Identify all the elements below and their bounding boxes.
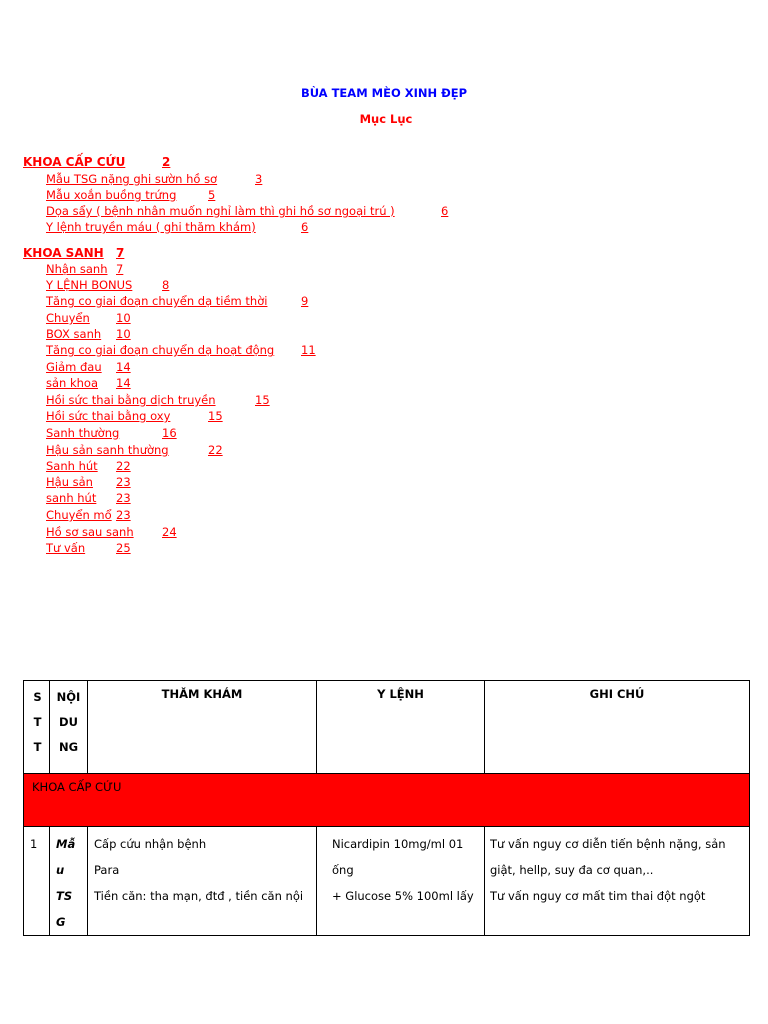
- ghi-chu-line: giật, hellp, suy đa cơ quan,..: [490, 863, 654, 877]
- toc-item[interactable]: sản khoa: [46, 376, 99, 390]
- toc-item-page[interactable]: 15: [255, 393, 270, 407]
- toc-item-page[interactable]: 8: [162, 278, 170, 292]
- toc-item[interactable]: Dọa sẩy ( bệnh nhân muốn nghỉ làm thì ghi hồ sơ ngoại trú ): [46, 204, 395, 218]
- toc-section-page[interactable]: 7: [116, 246, 125, 260]
- ghi-chu-line: Tư vấn nguy cơ mất tim thai đột ngột: [490, 889, 706, 903]
- y-lenh-line: ống: [332, 863, 354, 877]
- toc-item-page[interactable]: 24: [162, 525, 177, 539]
- toc-item[interactable]: Sanh hút: [46, 459, 98, 473]
- toc-item[interactable]: Tư vấn: [46, 541, 86, 555]
- toc-item[interactable]: Hồ sơ sau sanh: [46, 525, 134, 539]
- toc-item-page[interactable]: 6: [301, 220, 309, 234]
- toc-item-page[interactable]: 22: [116, 459, 131, 473]
- header-ghi-chu-label: GHI CHÚ: [589, 687, 645, 701]
- header-noi-dung-part: DU: [59, 715, 78, 729]
- toc-item-page[interactable]: 23: [116, 491, 131, 505]
- toc-item[interactable]: Hồi sức thai bằng dịch truyền: [46, 393, 216, 407]
- toc-item[interactable]: sanh hút: [46, 491, 97, 505]
- row-noi-dung: [50, 827, 88, 936]
- toc-item[interactable]: Tăng co giai đoạn chuyển dạ tiềm thời: [46, 294, 268, 308]
- tham-kham-line: Tiền căn: tha mạn, đtđ , tiền căn nội: [94, 889, 304, 903]
- tham-kham-line: Cấp cứu nhận bệnh: [94, 837, 207, 851]
- toc-item-page[interactable]: 14: [116, 360, 131, 374]
- header-noi-dung: [50, 681, 88, 774]
- toc-item[interactable]: Y lệnh truyền máu ( ghi thăm khám): [46, 220, 256, 234]
- row-tham-kham: [88, 827, 317, 936]
- toc-item[interactable]: Y LỆNH BONUS: [46, 278, 133, 292]
- toc-item[interactable]: BOX sanh: [46, 327, 102, 341]
- toc-item[interactable]: Mẫu TSG nặng ghi sườn hồ sơ: [46, 172, 218, 186]
- y-lenh-line: + Glucose 5% 100ml lấy: [332, 889, 474, 903]
- header-noi-dung-part: NỘI: [56, 690, 81, 704]
- y-lenh-line: Nicardipin 10mg/ml 01: [332, 837, 464, 851]
- header-stt-char: T: [33, 740, 42, 754]
- toc-item[interactable]: Sanh thường: [46, 426, 120, 440]
- section-label: KHOA CẤP CỨU: [32, 780, 122, 794]
- toc-item-page[interactable]: 23: [116, 475, 131, 489]
- header-noi-dung-part: NG: [58, 740, 79, 754]
- ghi-chu-line: Tư vấn nguy cơ diễn tiến bệnh nặng, sản: [490, 837, 726, 851]
- toc-item-page[interactable]: 14: [116, 376, 131, 390]
- header-y-lenh-label: Y LỆNH: [377, 687, 424, 701]
- row-noi-dung-part: TS: [56, 889, 73, 903]
- row-stt: [24, 827, 50, 936]
- header-stt-char: T: [33, 715, 42, 729]
- toc-item-page[interactable]: 7: [116, 262, 124, 276]
- toc-item[interactable]: Chuyển mổ: [46, 508, 112, 522]
- table-header-row: [24, 681, 750, 774]
- toc-section-page[interactable]: 2: [162, 155, 171, 169]
- header-ghi-chu: [485, 681, 750, 774]
- toc-item-page[interactable]: 23: [116, 508, 131, 522]
- toc-item-page[interactable]: 10: [116, 327, 131, 341]
- row-noi-dung-part: G: [56, 915, 66, 929]
- header-stt-char: S: [33, 690, 42, 704]
- toc-item-page[interactable]: 6: [441, 204, 449, 218]
- toc-heading: Mục Lục: [359, 112, 413, 126]
- toc-item-page[interactable]: 5: [208, 188, 216, 202]
- document-title: BÙA TEAM MÈO XINH ĐẸP: [300, 86, 468, 100]
- toc-item-page[interactable]: 16: [162, 426, 177, 440]
- tham-kham-line: Para: [94, 863, 120, 877]
- toc-item[interactable]: Hồi sức thai bằng oxy: [46, 409, 171, 423]
- header-stt: [24, 681, 50, 774]
- section-cell: [24, 774, 750, 827]
- toc-item-page[interactable]: 10: [116, 311, 131, 325]
- row-ghi-chu: [485, 827, 750, 936]
- toc-item[interactable]: Hậu sản: [46, 475, 93, 489]
- toc-item-page[interactable]: 3: [255, 172, 263, 186]
- toc-item-page[interactable]: 22: [208, 443, 223, 457]
- header-y-lenh: [317, 681, 485, 774]
- row-noi-dung-part: u: [56, 863, 65, 877]
- toc-item[interactable]: Nhận sanh: [46, 262, 108, 276]
- toc-item[interactable]: Tăng co giai đoạn chuyển dạ hoạt động: [46, 343, 275, 357]
- header-tham-kham: [88, 681, 317, 774]
- toc-item-page[interactable]: 11: [301, 343, 316, 357]
- toc-item[interactable]: Hậu sản sanh thường: [46, 443, 169, 457]
- toc-item-page[interactable]: 25: [116, 541, 131, 555]
- toc-item-page[interactable]: 15: [208, 409, 223, 423]
- toc-item[interactable]: Mẫu xoắn buồng trứng: [46, 188, 177, 202]
- row-noi-dung-part: Mẫ: [56, 837, 76, 851]
- toc-item[interactable]: Giảm đau: [46, 360, 102, 374]
- row-y-lenh: [317, 827, 485, 936]
- toc-item-page[interactable]: 9: [301, 294, 309, 308]
- header-tham-kham-label: THĂM KHÁM: [161, 687, 243, 701]
- row-stt-value: 1: [30, 837, 38, 851]
- toc-section-khoa-cap-cuu[interactable]: KHOA CẤP CỨU: [23, 155, 126, 169]
- toc-section-khoa-sanh[interactable]: KHOA SANH: [23, 246, 104, 260]
- procedure-table: [23, 680, 750, 936]
- section-row-khoa-cap-cuu: [24, 774, 750, 827]
- table-row: [24, 827, 750, 936]
- toc-item[interactable]: Chuyển: [46, 311, 90, 325]
